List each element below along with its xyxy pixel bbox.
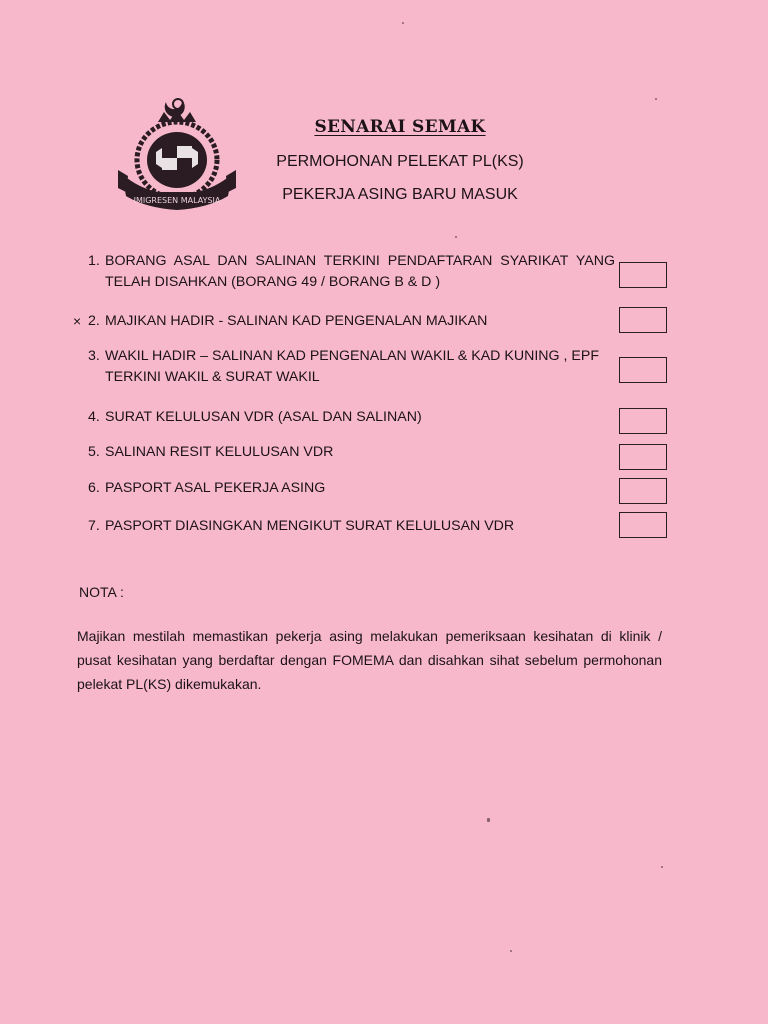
item-text: MAJIKAN HADIR - SALINAN KAD PENGENALAN MAJIKAN: [105, 313, 488, 329]
item-text: SALINAN RESIT KELULUSAN VDR: [105, 444, 334, 460]
checkbox-item-4[interactable]: [619, 408, 667, 434]
nota-text: Majikan mestilah memastikan pekerja asing melakukan pemeriksaan kesihatan di klinik / pusat kesihatan yang berdaftar dengan FOMEMA dan disahkan sihat sebelum permohonan pelekat PL(KS) dikemukakan.: [77, 628, 662, 692]
immigration-emblem-icon: [118, 92, 236, 216]
item-number: 5.: [88, 444, 100, 460]
item-number: 1.: [88, 253, 100, 269]
checkbox-item-7[interactable]: [619, 512, 667, 538]
checklist-item-3: [88, 346, 599, 388]
checklist-item-4: [88, 407, 599, 428]
item-text: WAKIL HADIR – SALINAN KAD PENGENALAN WAKIL & KAD KUNING , EPF TERKINI WAKIL & SURAT WAKIL: [105, 348, 599, 385]
document-title: SENARAI SEMAK: [314, 117, 486, 137]
handwritten-x-mark: ×: [73, 313, 82, 329]
scan-speck: [655, 98, 657, 100]
item-number: 7.: [88, 518, 100, 534]
scan-speck: [661, 866, 663, 868]
item-number: 3.: [88, 348, 100, 364]
item-text: PASPORT DIASINGKAN MENGIKUT SURAT KELULUSAN VDR: [105, 518, 515, 534]
scan-speck: [455, 236, 457, 238]
item-number: 4.: [88, 409, 100, 425]
document-subtitle-2: PEKERJA ASING BARU MASUK: [282, 186, 518, 203]
item-number: 6.: [88, 480, 100, 496]
checklist-item-2: [88, 311, 599, 332]
item-text: PASPORT ASAL PEKERJA ASING: [105, 480, 326, 496]
checklist-item-7: [88, 516, 599, 537]
checkbox-item-3[interactable]: [619, 357, 667, 383]
scan-speck: [402, 22, 404, 24]
svg-text:IMIGRESEN MALAYSIA: IMIGRESEN MALAYSIA: [133, 196, 221, 205]
scan-speck: [510, 950, 512, 952]
checkbox-item-1[interactable]: [619, 262, 667, 288]
checkbox-item-2[interactable]: [619, 307, 667, 333]
checkbox-item-6[interactable]: [619, 478, 667, 504]
item-number: 2.: [88, 313, 100, 329]
nota-label: NOTA :: [79, 584, 124, 600]
document-subtitle-1: PERMOHONAN PELEKAT PL(KS): [276, 153, 524, 170]
scan-speck: [487, 818, 490, 822]
checklist-item-1: [88, 251, 615, 293]
item-text: BORANG ASAL DAN SALINAN TERKINI PENDAFTARAN SYARIKAT YANG TELAH DISAHKAN (BORANG 49 / BORANG B & D ): [105, 253, 615, 290]
checklist-item-5: [88, 442, 599, 463]
checklist-item-6: [88, 478, 599, 499]
item-text: SURAT KELULUSAN VDR (ASAL DAN SALINAN): [105, 409, 422, 425]
checkbox-item-5[interactable]: [619, 444, 667, 470]
